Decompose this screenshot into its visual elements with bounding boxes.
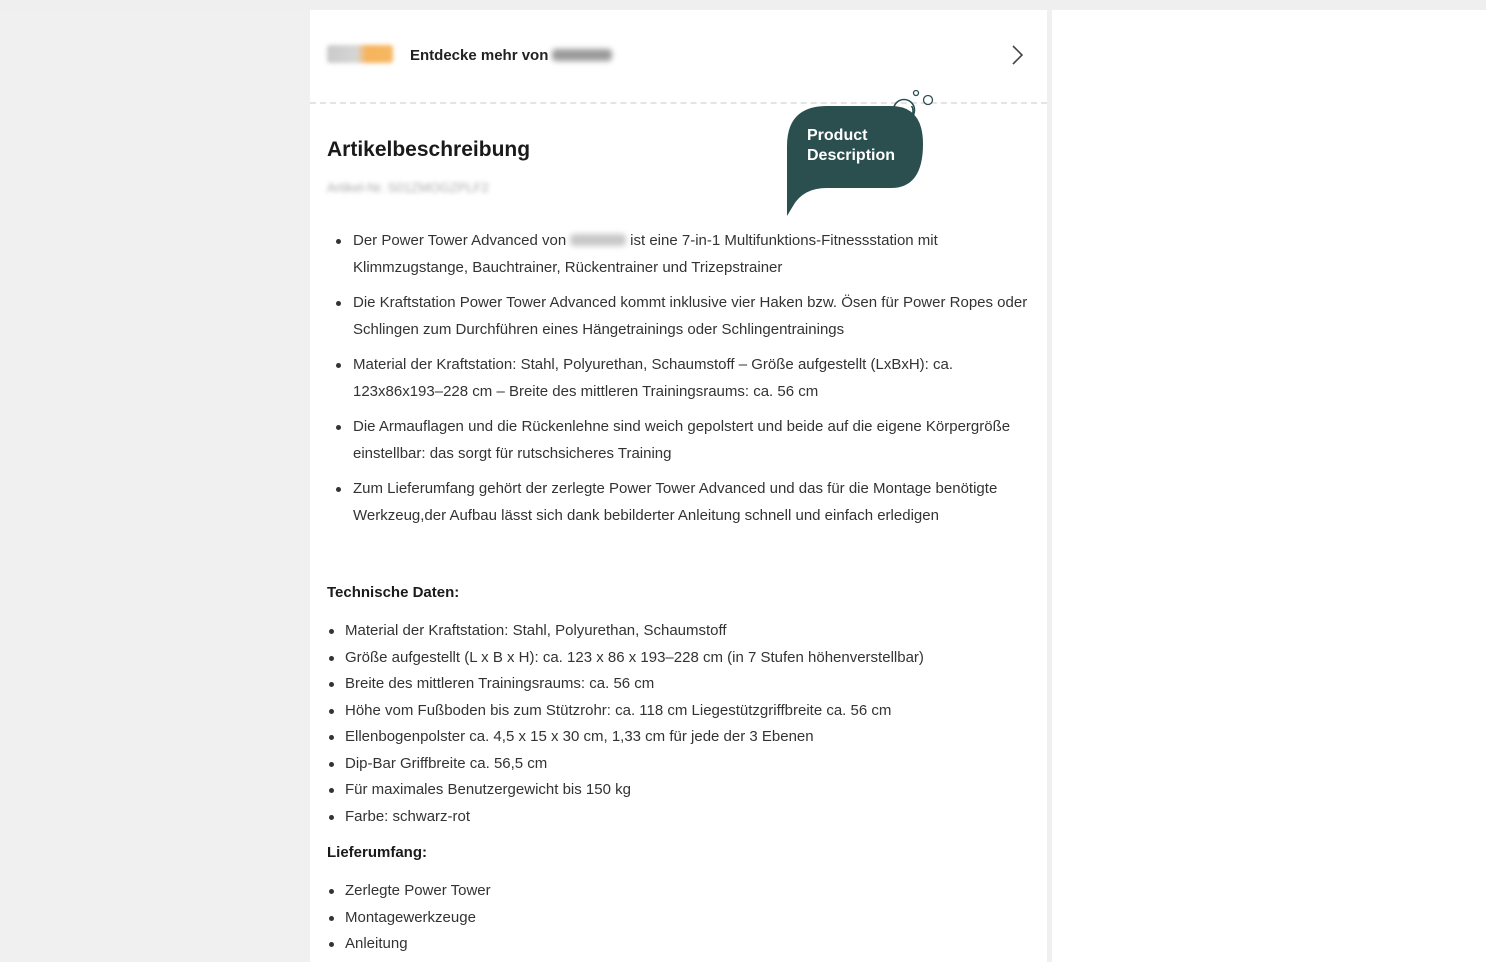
right-panel	[1052, 10, 1486, 962]
description-bullets	[327, 228, 1033, 538]
technical-data-list	[327, 618, 1035, 830]
delivery-title: Lieferumfang:	[327, 844, 428, 861]
brand-redacted	[570, 234, 626, 246]
spec-item: Größe aufgestellt (L x B x H): ca. 123 x 86 x 193–228 cm (in 7 Stufen höhenverstellbar)	[345, 645, 1035, 672]
shop-label	[410, 47, 612, 64]
spec-item: Material der Kraftstation: Stahl, Polyurethan, Schaumstoff	[345, 618, 1035, 645]
spec-item: Breite des mittleren Trainingsraums: ca. 56 cm	[345, 671, 1035, 698]
spec-item: Farbe: schwarz-rot	[345, 804, 1035, 831]
description-bullet	[353, 228, 1033, 281]
bullet-text: ist eine 7-in-1 Multifunktions-Fitnessstation mit Klimmzugstange, Bauchtrainer, Rückentrainer und Trizepstrainer	[353, 232, 938, 276]
product-description-panel	[310, 10, 1047, 962]
article-number: Artikel-Nr. S01ZMOGZPLF2	[327, 180, 489, 195]
delivery-item: Zerlegte Power Tower	[345, 878, 1035, 905]
delivery-item: Anleitung	[345, 931, 1035, 958]
description-title: Artikelbeschreibung	[327, 138, 531, 161]
description-bullet: Material der Kraftstation: Stahl, Polyurethan, Schaumstoff – Größe aufgestellt (LxBxH): ca. 123x86x193–228 cm – Breite des mittleren Trainingsraums: ca. 56 cm	[353, 352, 1033, 405]
spec-item: Ellenbogenpolster ca. 4,5 x 15 x 30 cm, 1,33 cm für jede der 3 Ebenen	[345, 724, 1035, 751]
annotation-label	[807, 126, 917, 166]
annotation-line-1: Product	[807, 127, 868, 144]
top-strip	[0, 0, 1486, 10]
chevron-right-icon[interactable]	[1008, 44, 1026, 66]
shop-logo	[327, 45, 393, 63]
description-bullet: Die Armauflagen und die Rückenlehne sind weich gepolstert und beide auf die eigene Körpergröße einstellbar: das sorgt für rutschsicheres Training	[353, 414, 1033, 467]
annotation-line-2: Description	[807, 147, 896, 164]
description-bullet: Zum Lieferumfang gehört der zerlegte Power Tower Advanced und das für die Montage benötigte Werkzeug,der Aufbau lässt sich dank bebilderter Anleitung schnell und einfach erledigen	[353, 476, 1033, 529]
bullet-text: Der Power Tower Advanced von	[353, 232, 567, 249]
spec-item: Dip-Bar Griffbreite ca. 56,5 cm	[345, 751, 1035, 778]
spec-item: Für maximales Benutzergewicht bis 150 kg	[345, 777, 1035, 804]
shop-name-redacted	[552, 49, 612, 61]
technical-data-title: Technische Daten:	[327, 584, 460, 601]
delivery-item: Montagewerkzeuge	[345, 905, 1035, 932]
shop-label-prefix: Entdecke mehr von	[410, 47, 549, 64]
delivery-list	[327, 878, 1035, 958]
description-bullet: Die Kraftstation Power Tower Advanced kommt inklusive vier Haken bzw. Ösen für Power Ropes oder Schlingen zum Durchführen eines Hängetrainings oder Schlingentrainings	[353, 290, 1033, 343]
spec-item: Höhe vom Fußboden bis zum Stützrohr: ca. 118 cm Liegestützgriffbreite ca. 56 cm	[345, 698, 1035, 725]
